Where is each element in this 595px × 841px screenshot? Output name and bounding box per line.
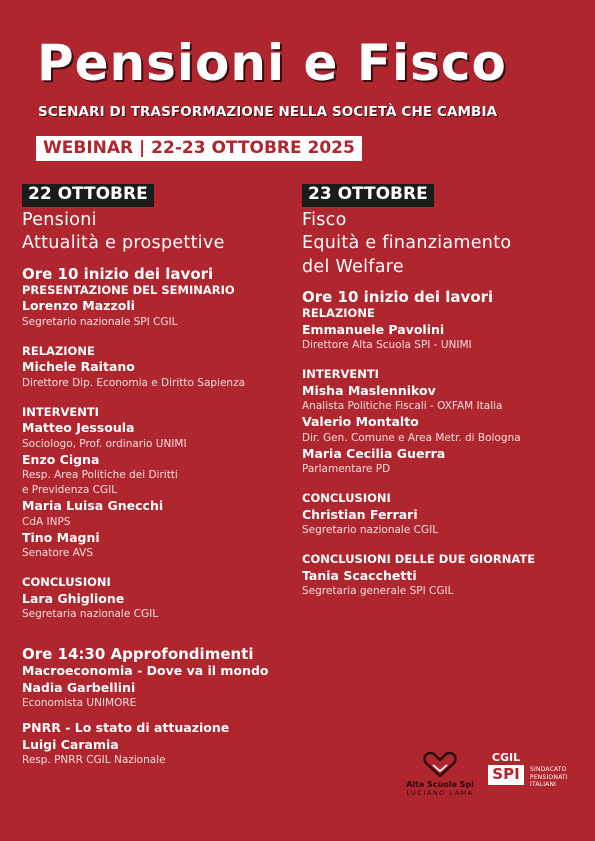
speaker-name: Tino Magni (22, 529, 100, 545)
speaker-name: Enzo Cigna (22, 451, 100, 467)
day1-interventi-label: INTERVENTI (22, 404, 99, 419)
speaker-role: Dir. Gen. Comune e Area Metr. di Bologna (302, 431, 521, 444)
logos-footer (400, 752, 590, 812)
speaker-name: Matteo Jessoula (22, 420, 135, 436)
day2-topic-subtitle: Equità e finanziamento (302, 233, 512, 254)
alta-scuola-heart-icon (423, 752, 457, 778)
day2-conclusioni-label: CONCLUSIONI (302, 491, 391, 506)
day2-start-time: Ore 10 inizio dei lavori (302, 288, 494, 307)
speaker-name: Misha Maslennikov (302, 382, 436, 398)
speaker-role: Segretario nazionale CGIL (302, 524, 439, 537)
speaker-role: CdA INPS (22, 515, 71, 528)
speaker-role: Senatore AVS (22, 547, 93, 560)
day1-start-time: Ore 10 inizio dei lavori (22, 264, 214, 283)
speaker-name: Valerio Montalto (302, 414, 419, 430)
sindacato-text: SINDACATO PENSIONATI ITALIANI (530, 766, 568, 788)
session-title: PNRR - Lo stato di attuazione (22, 719, 230, 735)
speaker-name: Emmanuele Pavolini (302, 321, 445, 337)
session-title: Macroeconomia - Dove va il mondo (22, 663, 269, 679)
day2-topic-title: Fisco (302, 209, 347, 230)
cgil-spi-logo (488, 752, 524, 785)
speaker-name: Maria Luisa Gnecchi (22, 498, 164, 514)
poster-title: Pensioni e Fisco (37, 34, 507, 92)
speaker-role: Resp. PNRR CGIL Nazionale (22, 753, 166, 766)
day1-date-badge: 22 OTTOBRE (22, 184, 154, 207)
speaker-name: Lara Ghiglione (22, 590, 125, 606)
speaker-role: Direttore Alta Scuola SPI - UNIMI (302, 339, 472, 352)
day2-topic-subtitle: del Welfare (302, 256, 404, 277)
speaker-name: Nadia Garbellini (22, 680, 136, 696)
poster-subtitle: SCENARI DI TRASFORMAZIONE NELLA SOCIETÀ CHE CAMBIA (38, 104, 498, 120)
cgil-logo-text: CGIL (491, 751, 521, 764)
speaker-name: Lorenzo Mazzoli (22, 298, 135, 314)
speaker-name: Christian Ferrari (302, 506, 418, 522)
speaker-role: Economista UNIMORE (22, 697, 137, 710)
speaker-role: Resp. Area Politiche dei Diritti (22, 469, 178, 481)
day1-opening-label: PRESENTAZIONE DEL SEMINARIO (22, 282, 235, 297)
day1-topic-title: Pensioni (22, 209, 97, 230)
speaker-name: Michele Raitano (22, 359, 135, 375)
day2-date-badge: 23 OTTOBRE (302, 184, 434, 207)
speaker-name: Luigi Caramia (22, 736, 119, 752)
day1-topic-subtitle: Attualità e prospettive (22, 233, 225, 254)
webinar-dates-badge: WEBINAR | 22-23 OTTOBRE 2025 (36, 136, 362, 161)
spi-logo-text: SPI (488, 765, 524, 785)
day2-relazione-label: RELAZIONE (302, 306, 375, 321)
day1-afternoon-time: Ore 14:30 Approfondimenti (22, 645, 254, 664)
speaker-role: Parlamentare PD (302, 463, 391, 476)
speaker-role: Direttore Dip. Economia e Diritto Sapienza (22, 376, 246, 389)
day2-program (302, 184, 592, 599)
speaker-role: Segretaria nazionale CGIL (22, 608, 159, 621)
speaker-name: Maria Cecilia Guerra (302, 445, 446, 461)
speaker-role: Sociologo, Prof. ordinario UNIMI (22, 437, 187, 450)
day1-relazione-label: RELAZIONE (22, 343, 95, 358)
speaker-role: Analista Politiche Fiscali - OXFAM Italia (302, 400, 503, 413)
day1-program (22, 184, 302, 768)
speaker-role: e Previdenza CGIL (22, 484, 118, 497)
speaker-role: Segretaria generale SPI CGIL (302, 585, 454, 598)
alta-scuola-name: Alta Scuola Spi (406, 780, 474, 789)
alta-scuola-logo (400, 752, 480, 797)
day2-interventi-label: INTERVENTI (302, 367, 379, 382)
day1-conclusioni-label: CONCLUSIONI (22, 575, 111, 590)
day2-final-label: CONCLUSIONI DELLE DUE GIORNATE (302, 552, 536, 567)
speaker-role: Segretario nazionale SPI CGIL (22, 315, 178, 328)
speaker-name: Tania Scacchetti (302, 567, 417, 583)
alta-scuola-tagline: LUCIANO LAMA (406, 788, 474, 797)
